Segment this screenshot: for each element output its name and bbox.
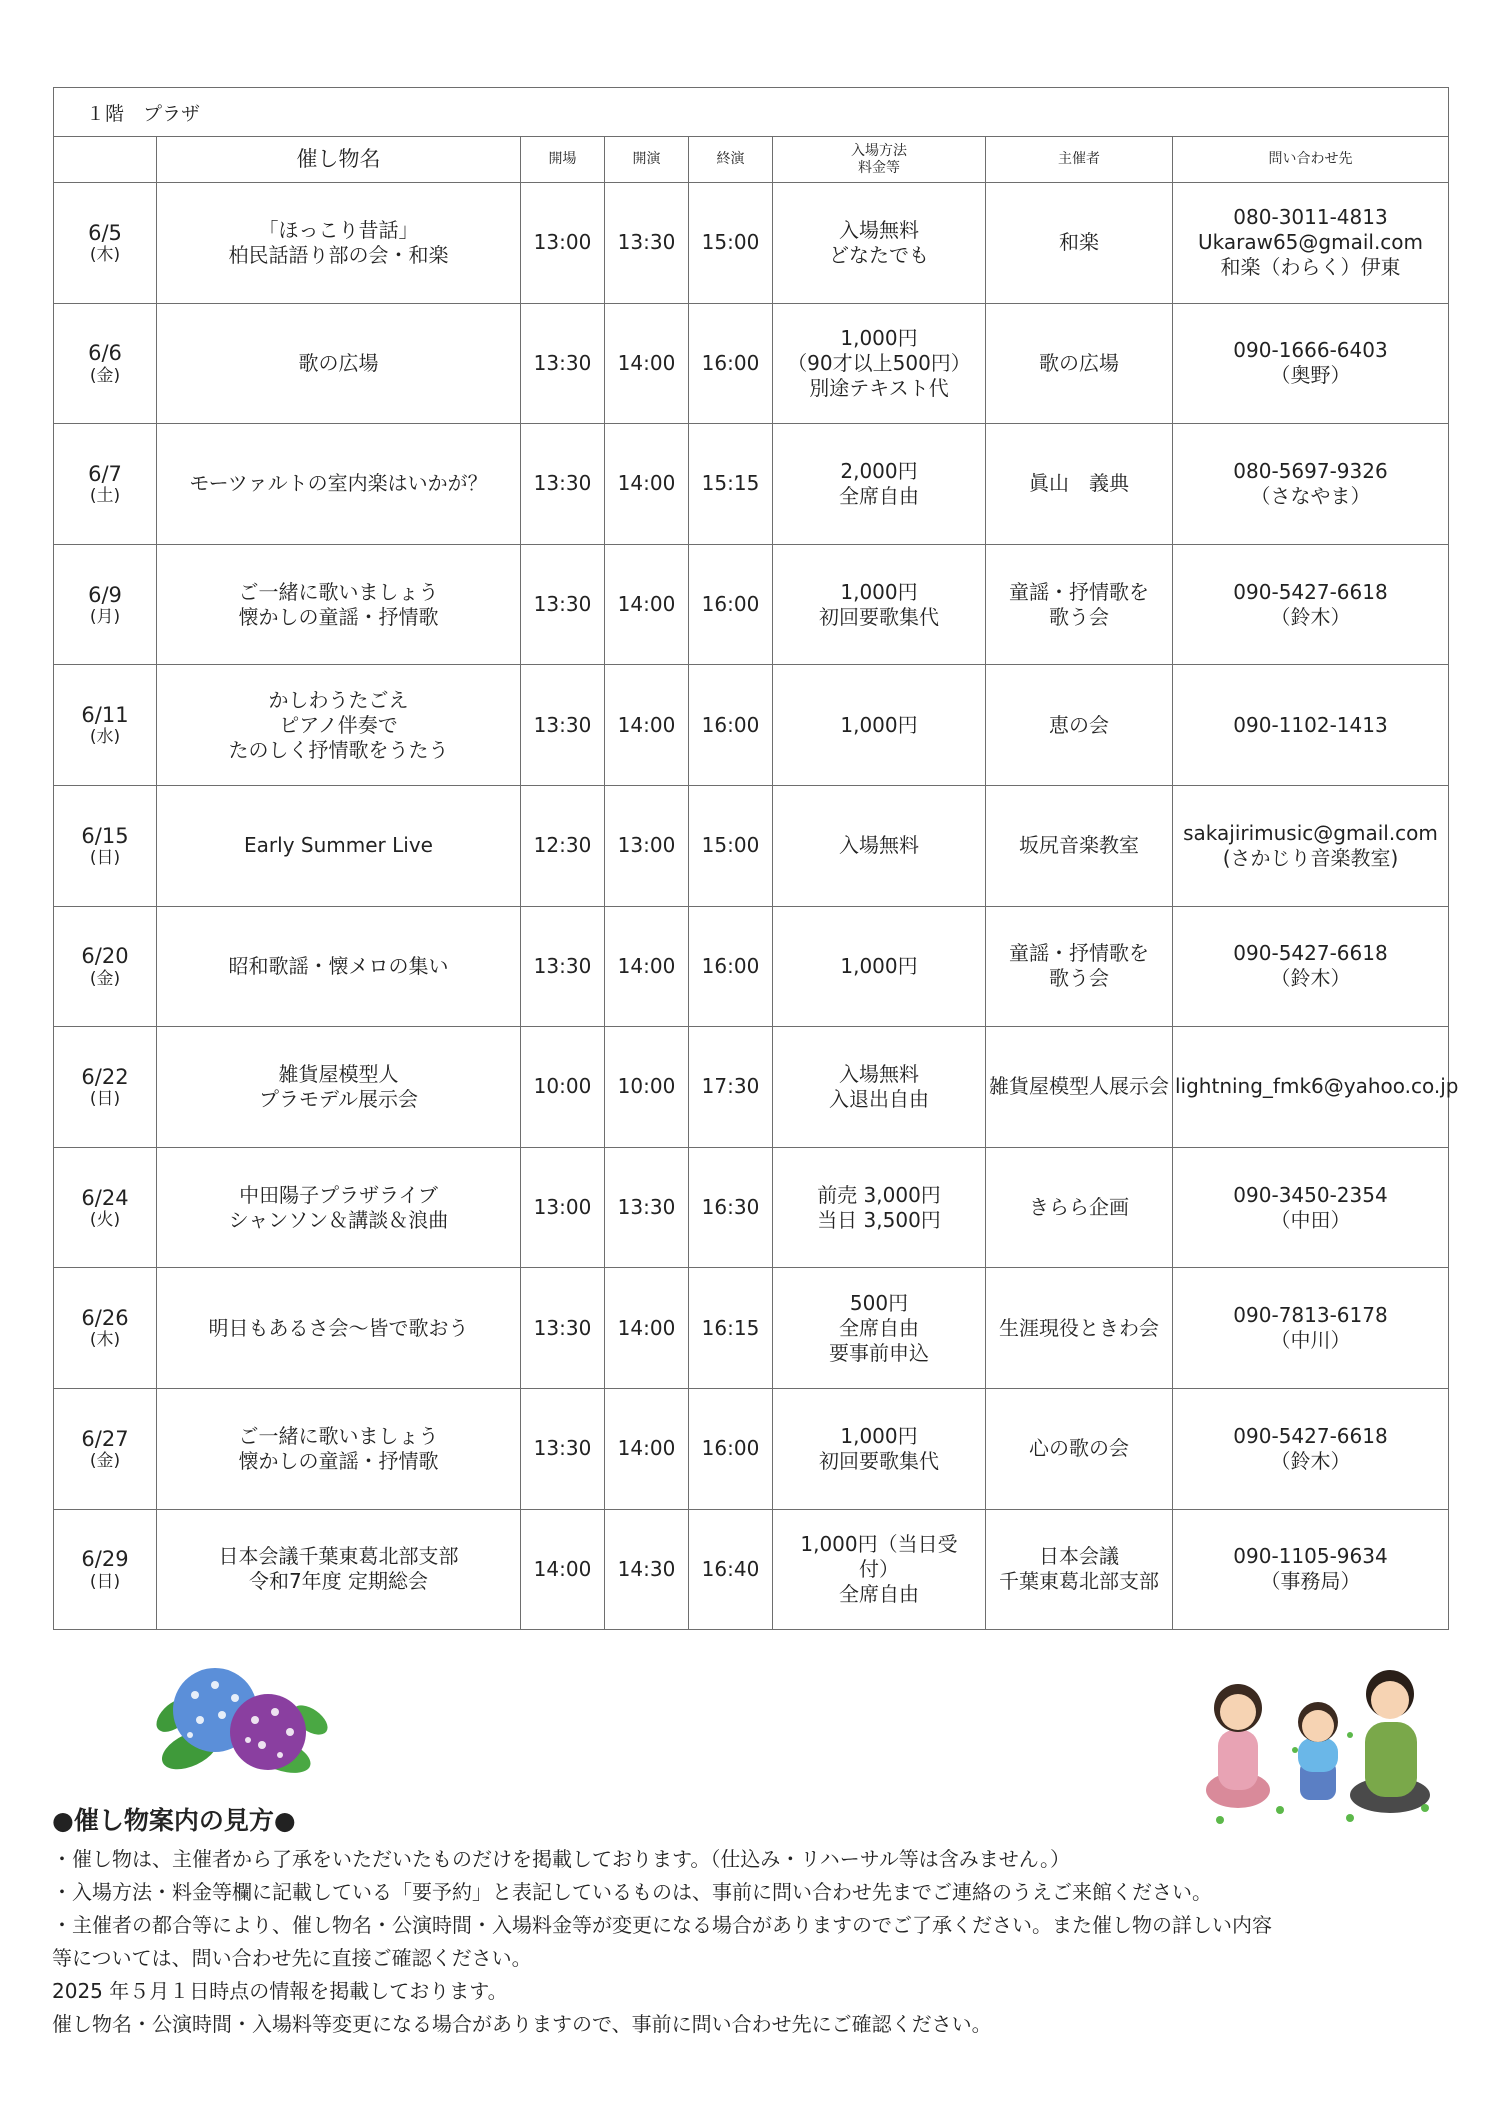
host-cell bbox=[986, 1027, 1173, 1148]
event-date: 6/11 bbox=[81, 703, 129, 728]
event-weekday: (金) bbox=[89, 1450, 121, 1471]
host-cell bbox=[986, 1388, 1173, 1509]
time-start: 14:00 bbox=[605, 424, 689, 545]
contact-line: 和楽（わらく）伊東 bbox=[1220, 255, 1401, 280]
header-entry-line: 入場方法 bbox=[851, 142, 907, 159]
time-open: 13:00 bbox=[521, 1147, 605, 1268]
entry-cell bbox=[773, 906, 986, 1027]
date-cell bbox=[54, 303, 157, 424]
event-name-line: 中田陽子プラザライブ bbox=[239, 1182, 438, 1207]
contact-line: sakajirimusic@gmail.com bbox=[1183, 820, 1438, 845]
event-date: 6/6 bbox=[88, 341, 122, 366]
time-start: 10:00 bbox=[605, 1027, 689, 1148]
guide-line: ・入場方法・料金等欄に記載している「要予約」と表記しているものは、事前に問い合わせ先までご連絡のうえご来館ください。 bbox=[52, 1880, 1212, 1904]
contact-line: 090-1666-6403 bbox=[1233, 338, 1388, 363]
contact-line: lightning_fmk6@yahoo.co.jp bbox=[1175, 1074, 1459, 1099]
event-name-line: 歌の広場 bbox=[298, 350, 379, 375]
host-cell bbox=[986, 785, 1173, 906]
contact-line: 090-3450-2354 bbox=[1233, 1182, 1388, 1207]
entry-cell bbox=[773, 183, 986, 304]
header-open: 開場 bbox=[521, 137, 605, 183]
time-start: 14:00 bbox=[605, 1268, 689, 1389]
entry-line: 1,000円 bbox=[840, 712, 918, 737]
time-start: 13:00 bbox=[605, 785, 689, 906]
date-cell bbox=[54, 785, 157, 906]
date-cell bbox=[54, 1268, 157, 1389]
entry-line: 1,000円 bbox=[840, 953, 918, 978]
guide-line: 2025 年５月１日時点の情報を掲載しております。 bbox=[52, 1979, 508, 2003]
event-name-line: 「ほっこり昔話」 bbox=[258, 217, 419, 242]
event-name-line: 昭和歌謡・懐メロの集い bbox=[228, 953, 449, 978]
entry-line: 全席自由 bbox=[839, 483, 919, 508]
event-name-line: モーツァルトの室内楽はいかが？ bbox=[189, 471, 488, 496]
event-weekday: (火) bbox=[89, 1209, 121, 1230]
time-open: 13:30 bbox=[521, 1268, 605, 1389]
host-cell bbox=[986, 303, 1173, 424]
entry-line: 1,000円 bbox=[840, 1423, 918, 1448]
contact-line: 090-5427-6618 bbox=[1233, 941, 1388, 966]
event-weekday: (金) bbox=[89, 365, 121, 386]
host-cell bbox=[986, 544, 1173, 665]
entry-cell bbox=[773, 1509, 986, 1630]
event-name-line: 令和7年度 定期総会 bbox=[248, 1569, 429, 1594]
entry-cell bbox=[773, 544, 986, 665]
event-name-cell bbox=[157, 1147, 521, 1268]
entry-line: 1,000円 bbox=[840, 579, 918, 604]
contact-line: (さかじり音楽教室) bbox=[1222, 845, 1399, 870]
date-cell bbox=[54, 183, 157, 304]
time-open: 12:30 bbox=[521, 785, 605, 906]
event-name-cell bbox=[157, 1388, 521, 1509]
time-start: 14:00 bbox=[605, 665, 689, 786]
entry-line: 要事前申込 bbox=[829, 1340, 929, 1365]
host-line: 千葉東葛北部支部 bbox=[999, 1569, 1159, 1594]
event-name-line: かしわうたごえ bbox=[268, 687, 409, 712]
contact-cell bbox=[1173, 1027, 1459, 1148]
time-start: 14:00 bbox=[605, 906, 689, 1027]
date-cell bbox=[54, 1509, 157, 1630]
contact-line: 090-1102-1413 bbox=[1233, 712, 1388, 737]
host-cell bbox=[986, 1268, 1173, 1389]
time-open: 13:30 bbox=[521, 1388, 605, 1509]
entry-line: 入退出自由 bbox=[829, 1086, 929, 1111]
host-line: きらら企画 bbox=[1029, 1195, 1129, 1220]
header-date bbox=[54, 137, 157, 183]
date-cell bbox=[54, 665, 157, 786]
time-open: 14:00 bbox=[521, 1509, 605, 1630]
contact-line: 080-3011-4813 bbox=[1233, 205, 1388, 230]
time-open: 10:00 bbox=[521, 1027, 605, 1148]
event-weekday: (日) bbox=[89, 1571, 121, 1592]
host-line: 心の歌の会 bbox=[1029, 1436, 1129, 1461]
time-open: 13:30 bbox=[521, 906, 605, 1027]
event-date: 6/24 bbox=[81, 1185, 129, 1210]
time-end: 16:00 bbox=[689, 544, 773, 665]
entry-line: 入場無料 bbox=[839, 833, 919, 858]
time-start: 14:30 bbox=[605, 1509, 689, 1630]
host-cell bbox=[986, 1509, 1173, 1630]
mother-icon bbox=[1206, 1684, 1270, 1808]
table-row bbox=[54, 303, 1449, 424]
event-weekday: (金) bbox=[89, 968, 121, 989]
host-line: 和楽 bbox=[1059, 230, 1099, 255]
host-line: 童謡・抒情歌を bbox=[1009, 579, 1149, 604]
header-entry bbox=[773, 137, 986, 183]
time-end: 16:00 bbox=[689, 303, 773, 424]
guide-line: 等については、問い合わせ先に直接ご確認ください。 bbox=[52, 1946, 532, 1970]
time-start: 13:30 bbox=[605, 183, 689, 304]
guide-line: ・催し物は、主催者から了承をいただいたものだけを掲載しております。（仕込み・リハーサル等は含みません。） bbox=[52, 1847, 1070, 1871]
host-cell bbox=[986, 1147, 1173, 1268]
table-row bbox=[54, 424, 1449, 545]
time-open: 13:30 bbox=[521, 665, 605, 786]
entry-line: 付） bbox=[859, 1556, 899, 1581]
table-row bbox=[54, 1268, 1449, 1389]
guide-text bbox=[52, 1843, 1452, 2041]
time-open: 13:30 bbox=[521, 303, 605, 424]
table-row bbox=[54, 544, 1449, 665]
contact-line: Ukaraw65@gmail.com bbox=[1197, 230, 1424, 255]
entry-cell bbox=[773, 1268, 986, 1389]
table-row bbox=[54, 183, 1449, 304]
event-weekday: (水) bbox=[89, 727, 121, 748]
event-name-line: 雑貨屋模型人 bbox=[278, 1061, 399, 1086]
host-cell bbox=[986, 183, 1173, 304]
contact-line: 080-5697-9326 bbox=[1233, 458, 1388, 483]
entry-cell bbox=[773, 424, 986, 545]
entry-line: 全席自由 bbox=[839, 1315, 919, 1340]
table-row bbox=[54, 1388, 1449, 1509]
time-open: 13:00 bbox=[521, 183, 605, 304]
entry-line: 1,000円 bbox=[840, 325, 918, 350]
contact-line: （鈴木） bbox=[1270, 604, 1351, 629]
event-name-line: ご一緒に歌いましょう bbox=[238, 579, 439, 604]
contact-line: （鈴木） bbox=[1270, 966, 1351, 991]
event-rows bbox=[54, 183, 1459, 1630]
time-open: 13:30 bbox=[521, 544, 605, 665]
time-end: 16:40 bbox=[689, 1509, 773, 1630]
event-name-line: Early Summer Live bbox=[244, 833, 433, 858]
table-row bbox=[54, 1509, 1449, 1630]
event-date: 6/9 bbox=[88, 582, 122, 607]
contact-line: 090-5427-6618 bbox=[1233, 1423, 1388, 1448]
time-open: 13:30 bbox=[521, 424, 605, 545]
contact-line: （事務局） bbox=[1260, 1569, 1361, 1594]
contact-cell bbox=[1173, 1509, 1449, 1630]
time-end: 15:00 bbox=[689, 183, 773, 304]
event-weekday: (日) bbox=[89, 848, 121, 869]
host-line: 日本会議 bbox=[1039, 1544, 1119, 1569]
contact-cell bbox=[1173, 785, 1449, 906]
event-date: 6/5 bbox=[88, 220, 122, 245]
contact-cell bbox=[1173, 183, 1449, 304]
contact-cell bbox=[1173, 424, 1449, 545]
host-line: 恵の会 bbox=[1049, 712, 1109, 737]
event-name-line: ご一緒に歌いましょう bbox=[238, 1423, 439, 1448]
header-contact: 問い合わせ先 bbox=[1173, 137, 1449, 183]
entry-line: 前売 3,000円 bbox=[817, 1182, 941, 1207]
contact-line: （さなやま） bbox=[1250, 483, 1371, 508]
event-weekday: (木) bbox=[89, 245, 121, 266]
contact-cell bbox=[1173, 1268, 1449, 1389]
entry-cell bbox=[773, 1147, 986, 1268]
entry-cell bbox=[773, 1027, 986, 1148]
event-name-cell bbox=[157, 1509, 521, 1630]
header-start: 開演 bbox=[605, 137, 689, 183]
event-name-cell bbox=[157, 183, 521, 304]
event-name-line: シャンソン＆講談＆浪曲 bbox=[228, 1207, 449, 1232]
time-start: 14:00 bbox=[605, 303, 689, 424]
contact-line: 090-7813-6178 bbox=[1233, 1303, 1388, 1328]
host-cell bbox=[986, 665, 1173, 786]
event-weekday: (土) bbox=[89, 486, 121, 507]
time-start: 14:00 bbox=[605, 544, 689, 665]
entry-cell bbox=[773, 785, 986, 906]
date-cell bbox=[54, 1388, 157, 1509]
event-name-cell bbox=[157, 1268, 521, 1389]
contact-line: 090-5427-6618 bbox=[1233, 579, 1388, 604]
date-cell bbox=[54, 1027, 157, 1148]
entry-line: 1,000円（当日受 bbox=[800, 1531, 958, 1556]
contact-cell bbox=[1173, 1388, 1449, 1509]
header-event: 催し物名 bbox=[157, 137, 521, 183]
guide-line: 催し物名・公演時間・入場料等変更になる場合がありますので、事前に問い合わせ先にご確認ください。 bbox=[52, 2012, 992, 2036]
entry-line: 当日 3,500円 bbox=[817, 1207, 941, 1232]
event-name-line: たのしく抒情歌をうたう bbox=[228, 737, 449, 762]
header-entry-line: 料金等 bbox=[858, 159, 900, 176]
time-end: 16:00 bbox=[689, 665, 773, 786]
guide-title: ●催し物案内の見方● bbox=[52, 1806, 296, 1835]
time-end: 15:00 bbox=[689, 785, 773, 906]
family-picnic-illustration bbox=[1200, 1660, 1440, 1830]
host-line: 歌う会 bbox=[1049, 604, 1109, 629]
date-cell bbox=[54, 906, 157, 1027]
contact-cell bbox=[1173, 544, 1449, 665]
entry-line: 500円 bbox=[849, 1290, 909, 1315]
contact-cell bbox=[1173, 1147, 1449, 1268]
contact-line: （鈴木） bbox=[1270, 1448, 1351, 1473]
time-end: 16:30 bbox=[689, 1147, 773, 1268]
entry-line: どなたでも bbox=[829, 242, 929, 267]
hydrangea-illustration bbox=[150, 1660, 330, 1785]
event-name-line: 懐かしの童謡・抒情歌 bbox=[238, 1448, 439, 1473]
host-cell bbox=[986, 906, 1173, 1027]
event-weekday: (月) bbox=[89, 606, 121, 627]
event-weekday: (日) bbox=[89, 1089, 121, 1110]
event-weekday: (木) bbox=[89, 1330, 121, 1351]
date-cell bbox=[54, 424, 157, 545]
date-cell bbox=[54, 1147, 157, 1268]
time-end: 16:15 bbox=[689, 1268, 773, 1389]
table-row bbox=[54, 665, 1449, 786]
event-date: 6/26 bbox=[81, 1306, 129, 1331]
host-line: 雑貨屋模型人展示会 bbox=[989, 1074, 1169, 1099]
entry-line: 初回要歌集代 bbox=[819, 604, 939, 629]
entry-line: 別途テキスト代 bbox=[809, 375, 949, 400]
entry-line: 初回要歌集代 bbox=[819, 1448, 939, 1473]
entry-cell bbox=[773, 665, 986, 786]
event-name-cell bbox=[157, 785, 521, 906]
host-cell bbox=[986, 424, 1173, 545]
purple-flower-icon bbox=[230, 1694, 306, 1770]
entry-cell bbox=[773, 303, 986, 424]
entry-cell bbox=[773, 1388, 986, 1509]
event-name-cell bbox=[157, 1027, 521, 1148]
time-end: 15:15 bbox=[689, 424, 773, 545]
event-date: 6/15 bbox=[81, 823, 129, 848]
date-cell bbox=[54, 544, 157, 665]
event-name-line: 明日もあるさ会～皆で歌おう bbox=[208, 1315, 469, 1340]
header-host: 主催者 bbox=[986, 137, 1173, 183]
event-name-line: ピアノ伴奏で bbox=[279, 712, 398, 737]
event-name-line: 懐かしの童謡・抒情歌 bbox=[238, 604, 439, 629]
event-name-cell bbox=[157, 424, 521, 545]
event-name-line: 日本会議千葉東葛北部支部 bbox=[218, 1544, 459, 1569]
event-name-cell bbox=[157, 665, 521, 786]
table-row bbox=[54, 785, 1449, 906]
host-line: 生涯現役ときわ会 bbox=[999, 1315, 1159, 1340]
contact-line: （奥野） bbox=[1270, 363, 1351, 388]
event-name-cell bbox=[157, 544, 521, 665]
event-date: 6/20 bbox=[81, 944, 129, 969]
contact-line: （中川） bbox=[1270, 1328, 1351, 1353]
host-line: 眞山 義典 bbox=[1029, 471, 1129, 496]
entry-line: 2,000円 bbox=[840, 458, 918, 483]
entry-line: 入場無料 bbox=[839, 217, 919, 242]
time-start: 13:30 bbox=[605, 1147, 689, 1268]
event-date: 6/22 bbox=[81, 1065, 129, 1090]
entry-line: 入場無料 bbox=[839, 1061, 919, 1086]
time-start: 14:00 bbox=[605, 1388, 689, 1509]
table-row bbox=[54, 1027, 1449, 1148]
table-row bbox=[54, 1147, 1449, 1268]
time-end: 17:30 bbox=[689, 1027, 773, 1148]
contact-cell bbox=[1173, 665, 1449, 786]
header-end: 終演 bbox=[689, 137, 773, 183]
entry-line: 全席自由 bbox=[839, 1581, 919, 1606]
event-name-line: プラモデル展示会 bbox=[259, 1086, 418, 1111]
contact-cell bbox=[1173, 906, 1449, 1027]
schedule-table bbox=[53, 87, 1459, 1630]
guide-line: ・主催者の都合等により、催し物名・公演時間・入場料金等が変更になる場合がありますのでご了承ください。また催し物の詳しい内容 bbox=[52, 1913, 1272, 1937]
event-date: 6/27 bbox=[81, 1426, 129, 1451]
event-name-line: 柏民話語り部の会・和楽 bbox=[228, 242, 449, 267]
child-icon bbox=[1298, 1702, 1338, 1800]
father-icon bbox=[1350, 1670, 1430, 1813]
event-name-cell bbox=[157, 303, 521, 424]
floor-label: １階 プラザ bbox=[54, 88, 1449, 137]
host-line: 歌の広場 bbox=[1039, 350, 1119, 375]
event-name-cell bbox=[157, 906, 521, 1027]
time-end: 16:00 bbox=[689, 906, 773, 1027]
contact-line: （中田） bbox=[1270, 1207, 1351, 1232]
time-end: 16:00 bbox=[689, 1388, 773, 1509]
event-date: 6/7 bbox=[88, 462, 122, 487]
event-date: 6/29 bbox=[81, 1547, 129, 1572]
contact-cell bbox=[1173, 303, 1449, 424]
table-row bbox=[54, 906, 1449, 1027]
host-line: 歌う会 bbox=[1049, 966, 1109, 991]
header-row bbox=[54, 137, 1449, 183]
contact-line: 090-1105-9634 bbox=[1233, 1544, 1388, 1569]
entry-line: （90才以上500円） bbox=[787, 350, 971, 375]
host-line: 童謡・抒情歌を bbox=[1009, 941, 1149, 966]
host-line: 坂尻音楽教室 bbox=[1019, 833, 1139, 858]
